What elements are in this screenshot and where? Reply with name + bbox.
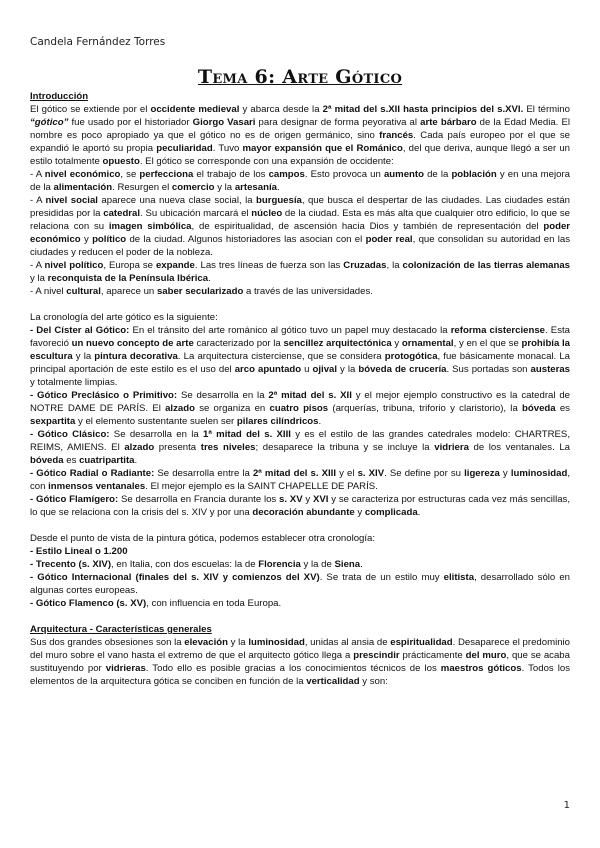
- text-run: . Esta favoreció: [30, 325, 570, 349]
- text-run: elitista: [443, 572, 475, 583]
- text-run: - Gótico Flamenco (s. XV): [30, 598, 147, 609]
- text-run: pintura decorativa: [94, 351, 178, 362]
- text-run: cuatripartita: [79, 455, 135, 466]
- text-run: protogótica: [384, 351, 438, 362]
- text-run: , unidas al ansia de: [304, 637, 391, 648]
- text-run: , aparece un: [100, 286, 157, 297]
- text-run: El gótico se extiende por el: [30, 104, 151, 115]
- text-run: y son:: [359, 676, 388, 687]
- text-run: espiritualidad: [390, 637, 453, 648]
- text-run: Se desarrolla en la: [177, 390, 269, 401]
- text-run: es: [555, 403, 570, 414]
- section-gap: [30, 610, 570, 623]
- page-number: 1: [563, 800, 570, 811]
- text-run: - Gótico Clásico:: [30, 429, 110, 440]
- text-run: Sus dos grandes obsesiones son la: [30, 637, 185, 648]
- text-run: Florencia: [258, 559, 301, 570]
- text-run: colonización de las tierras alemanas: [402, 260, 570, 271]
- text-run: de la ciudad. Algunos historiadores las asocian con el: [126, 234, 366, 245]
- text-run: austeras: [530, 364, 570, 375]
- text-run: (arquerías, tribuna, triforio y claristorio), la: [328, 403, 523, 414]
- text-run: catedral: [103, 208, 141, 219]
- text-run: de la Edad Media. El nombre es poco apropiado ya que el gótico no es de origen germánico, sino: [30, 117, 570, 141]
- text-run: expande: [155, 260, 195, 271]
- text-run: de la ciudad. Esta es más alta que cualquier otro edificio, lo que se relaciona con su: [30, 208, 570, 232]
- text-run: s. XV: [279, 494, 303, 505]
- text-run: y es el estilo de las grandes catedrales modelo: CHARTRES, REIMS, AMIENS. El: [30, 429, 570, 453]
- text-run: Siena: [334, 559, 361, 570]
- text-run: - Gótico Internacional (finales del s. XIV y comienzos del XV): [30, 572, 320, 583]
- page-title: Tema 6: Arte Gótico: [197, 66, 403, 88]
- text-run: imagen simbólica: [108, 221, 192, 232]
- text-run: de los ventanales. La: [468, 442, 571, 453]
- text-run: sexpartita: [30, 416, 76, 427]
- section-heading: Introducción: [30, 91, 89, 102]
- text-run: ojival: [312, 364, 338, 375]
- section-gap: [30, 519, 570, 532]
- text-run: poder real: [365, 234, 413, 245]
- text-run: y: [354, 507, 365, 518]
- text-run: . El mejor ejemplo es la SAINT CHAPELLE DE PARÍS.: [145, 481, 378, 492]
- text-run: complicada: [364, 507, 418, 518]
- text-run: alzado: [124, 442, 155, 453]
- paragraph: [30, 558, 570, 571]
- text-run: .: [360, 559, 363, 570]
- text-run: se organiza en: [194, 403, 270, 414]
- paragraph: [30, 545, 570, 558]
- text-run: . Desaparece el predominio del muro sobre el vano hasta el extremo de que el arquitecto gótico llega a: [30, 637, 571, 661]
- text-run: y la: [227, 637, 249, 648]
- text-run: y: [499, 468, 511, 479]
- text-run: .: [276, 182, 280, 193]
- text-run: y el: [336, 468, 358, 479]
- text-run: opuesto: [102, 156, 140, 167]
- text-run: Giorgo Vasari: [192, 117, 256, 128]
- text-run: , que se acaba sustituyendo por: [30, 650, 570, 674]
- text-run: y: [80, 234, 93, 245]
- paragraph: [30, 194, 570, 259]
- text-run: - Gótico Radial o Radiante:: [30, 468, 155, 479]
- text-run: . Sus portadas son: [446, 364, 531, 375]
- text-run: , la: [386, 260, 403, 271]
- text-run: arco apuntado: [234, 364, 302, 375]
- text-run: y la: [214, 182, 235, 193]
- text-run: - Del Císter al Gótico:: [30, 325, 130, 336]
- text-run: 2ª mitad del s.XII hasta principios del s.XVI.: [322, 104, 524, 115]
- text-run: , desarrollado sólo en algunas cortes europeas.: [30, 572, 571, 596]
- text-run: XVI: [312, 494, 329, 505]
- text-run: nivel social: [45, 195, 98, 206]
- text-run: y la: [30, 273, 48, 284]
- text-run: artesanía: [234, 182, 277, 193]
- text-run: .: [318, 416, 322, 427]
- text-run: prescindir: [353, 650, 400, 661]
- text-run: es: [63, 455, 80, 466]
- text-run: En el tránsito del arte románico al gótico tuvo un papel muy destacado la: [129, 325, 451, 336]
- text-run: vidriera: [434, 442, 469, 453]
- paragraph: [30, 597, 570, 610]
- document-body: [30, 90, 570, 688]
- text-run: poder económico: [30, 221, 571, 245]
- text-run: presenta: [154, 442, 201, 453]
- text-run: y abarca desde la: [239, 104, 323, 115]
- text-run: - A: [30, 260, 45, 271]
- text-run: tres niveles: [200, 442, 256, 453]
- text-run: , en Italia, con dos escuelas: la de: [111, 559, 259, 570]
- text-run: ; desaparece la tribuna y se incluye la: [255, 442, 435, 453]
- text-run: , Europa se: [103, 260, 156, 271]
- text-run: , con: [30, 468, 570, 492]
- text-run: y la: [337, 364, 359, 375]
- author-name: Candela Fernández Torres: [30, 36, 166, 48]
- text-run: - Gótico Preclásico o Primitivo:: [30, 390, 178, 401]
- text-run: “gótico”: [30, 117, 69, 128]
- text-run: y en una mejora de la: [30, 169, 570, 193]
- text-run: . El gótico se corresponde con una expansión de occidente:: [139, 156, 394, 167]
- text-run: u: [301, 364, 313, 375]
- text-run: campos: [268, 169, 305, 180]
- text-run: ornamental: [401, 338, 454, 349]
- text-run: Cruzadas: [343, 260, 387, 271]
- text-run: La cronología del arte gótico es la siguiente:: [30, 312, 218, 323]
- text-run: y el elemento sustentante suelen ser: [75, 416, 237, 427]
- paragraph: [30, 636, 570, 688]
- paragraph: [30, 389, 570, 428]
- text-run: . Su ubicación marcará el: [140, 208, 252, 219]
- text-run: sencillez arquitectónica: [283, 338, 392, 349]
- text-run: maestros góticos: [440, 663, 522, 674]
- text-run: bóveda: [30, 455, 64, 466]
- text-run: y la de: [300, 559, 335, 570]
- text-run: . Se trata de un estilo muy: [319, 572, 444, 583]
- text-run: inmensos ventanales: [48, 481, 146, 492]
- text-run: aparece una nueva clase social, la: [97, 195, 256, 206]
- text-run: luminosidad: [510, 468, 568, 479]
- text-run: Desde el punto de vista de la pintura gótica, podemos establecer otra cronología:: [30, 533, 376, 544]
- text-run: bóveda: [522, 403, 556, 414]
- text-run: - A nivel: [30, 286, 67, 297]
- text-run: . La arquitectura cisterciense, que se considera: [177, 351, 385, 362]
- text-run: Se desarrolla en la: [109, 429, 203, 440]
- text-run: 1ª mitad del s. XIII: [203, 429, 291, 440]
- text-run: . Cada país europeo por el que se expandió le aportó su propia: [30, 130, 570, 154]
- text-run: comercio: [171, 182, 215, 193]
- text-run: alzado: [165, 403, 195, 414]
- text-run: y se caracteriza por estructuras cada vez más sencillas, lo que se relaciona con la crisis del s. XIV y por una: [30, 494, 570, 518]
- text-run: , que busca el despertar de las ciudades. Las ciudades están presididas por la: [30, 195, 570, 219]
- text-run: y la: [72, 351, 95, 362]
- text-run: occidente medieval: [150, 104, 240, 115]
- text-run: y: [391, 338, 402, 349]
- text-run: de la: [423, 169, 452, 180]
- text-run: vidrieras: [105, 663, 146, 674]
- text-run: caracterizado por la: [193, 338, 284, 349]
- paragraph: [30, 532, 570, 545]
- text-run: y totalmente limpias.: [30, 377, 118, 388]
- text-run: prohibía la escultura: [30, 338, 570, 362]
- text-run: cultural: [66, 286, 101, 297]
- text-run: , y en el que se: [453, 338, 522, 349]
- text-run: , se: [120, 169, 140, 180]
- paragraph: [30, 168, 570, 194]
- text-run: . Resurgen el: [112, 182, 172, 193]
- text-run: arte bárbaro: [420, 117, 477, 128]
- paragraph: [30, 285, 570, 298]
- paragraph: [30, 493, 570, 519]
- text-run: político: [92, 234, 127, 245]
- paragraph: [30, 311, 570, 324]
- text-run: reforma cisterciense: [450, 325, 546, 336]
- text-run: perfecciona: [139, 169, 194, 180]
- text-run: saber secularizado: [156, 286, 244, 297]
- text-run: Se desarrolla entre la: [154, 468, 253, 479]
- text-run: .: [208, 273, 211, 284]
- text-run: núcleo: [251, 208, 283, 219]
- paragraph: [30, 571, 570, 597]
- text-run: - A: [30, 169, 45, 180]
- text-run: cuatro pisos: [269, 403, 329, 414]
- text-run: peculiaridad: [156, 143, 213, 154]
- text-run: , fue básicamente monacal. La principal aportación de este estilo es el uso del: [30, 351, 570, 375]
- text-run: - A: [30, 195, 46, 206]
- text-run: . Se define por su: [384, 468, 465, 479]
- paragraph: [30, 428, 570, 467]
- text-run: bóveda de crucería: [358, 364, 447, 375]
- text-run: nivel económico: [44, 169, 121, 180]
- text-run: prácticamente: [399, 650, 466, 661]
- section-gap: [30, 298, 570, 311]
- text-run: el trabajo de los: [193, 169, 269, 180]
- text-run: nivel político: [44, 260, 104, 271]
- text-run: - Trecento (s. XIV): [30, 559, 112, 570]
- text-run: El término: [523, 104, 570, 115]
- text-run: .: [134, 455, 138, 466]
- text-run: alimentación: [53, 182, 113, 193]
- paragraph: [30, 324, 570, 389]
- text-run: para designar de forma peyorativa al: [255, 117, 421, 128]
- text-run: fue usado por el historiador: [68, 117, 193, 128]
- text-run: , que consolidan su autoridad en las ciudades y reducen el poder de la nobleza.: [30, 234, 571, 258]
- text-run: 2ª mitad del s. XIII: [252, 468, 337, 479]
- text-run: a través de las universidades.: [243, 286, 373, 297]
- text-run: , del que deriva, aunque llegó a ser un estilo totalmente: [30, 143, 571, 167]
- paragraph: [30, 103, 570, 168]
- text-run: ligereza: [464, 468, 500, 479]
- text-run: . Las tres líneas de fuerza son las: [194, 260, 344, 271]
- text-run: s. XIV: [357, 468, 385, 479]
- text-run: Se desarrolla en Francia durante los: [118, 494, 280, 505]
- text-run: y el mejor ejemplo constructivo es la catedral de NOTRE DAME DE PARÍS. El: [30, 390, 571, 414]
- text-run: verticalidad: [306, 676, 360, 687]
- text-run: del muro: [465, 650, 507, 661]
- text-run: un nuevo concepto de arte: [71, 338, 194, 349]
- text-run: reconquista de la Península Ibérica: [47, 273, 209, 284]
- text-run: , con influencia en toda Europa.: [146, 598, 282, 609]
- text-run: mayor expansión que el Románico: [242, 143, 403, 154]
- paragraph: [30, 259, 570, 285]
- text-run: decoración abundante: [252, 507, 355, 518]
- text-run: luminosidad: [248, 637, 305, 648]
- text-run: población: [451, 169, 497, 180]
- text-run: - Gótico Flamígero:: [30, 494, 119, 505]
- text-run: . Todo ello es posible gracias a los conocimientos técnicos de los: [145, 663, 441, 674]
- text-run: burguesía: [256, 195, 302, 206]
- text-run: pilares cilíndricos: [236, 416, 319, 427]
- text-run: . Tuvo: [212, 143, 243, 154]
- paragraph: [30, 467, 570, 493]
- text-run: , de espiritualidad, de ascensión hacia Dios y también de representación del: [191, 221, 544, 232]
- text-run: . Todos los elementos de la arquitectura gótica se conciben en función de la: [30, 663, 570, 687]
- text-run: - Estilo Lineal o 1.200: [30, 546, 128, 557]
- text-run: .: [417, 507, 421, 518]
- text-run: . Esto provoca un: [304, 169, 384, 180]
- text-run: elevación: [184, 637, 228, 648]
- text-run: 2ª mitad del s. XII: [268, 390, 352, 401]
- text-run: francés: [379, 130, 414, 141]
- text-run: aumento: [383, 169, 424, 180]
- section-heading: Arquitectura - Características generales: [30, 624, 212, 635]
- text-run: y: [302, 494, 313, 505]
